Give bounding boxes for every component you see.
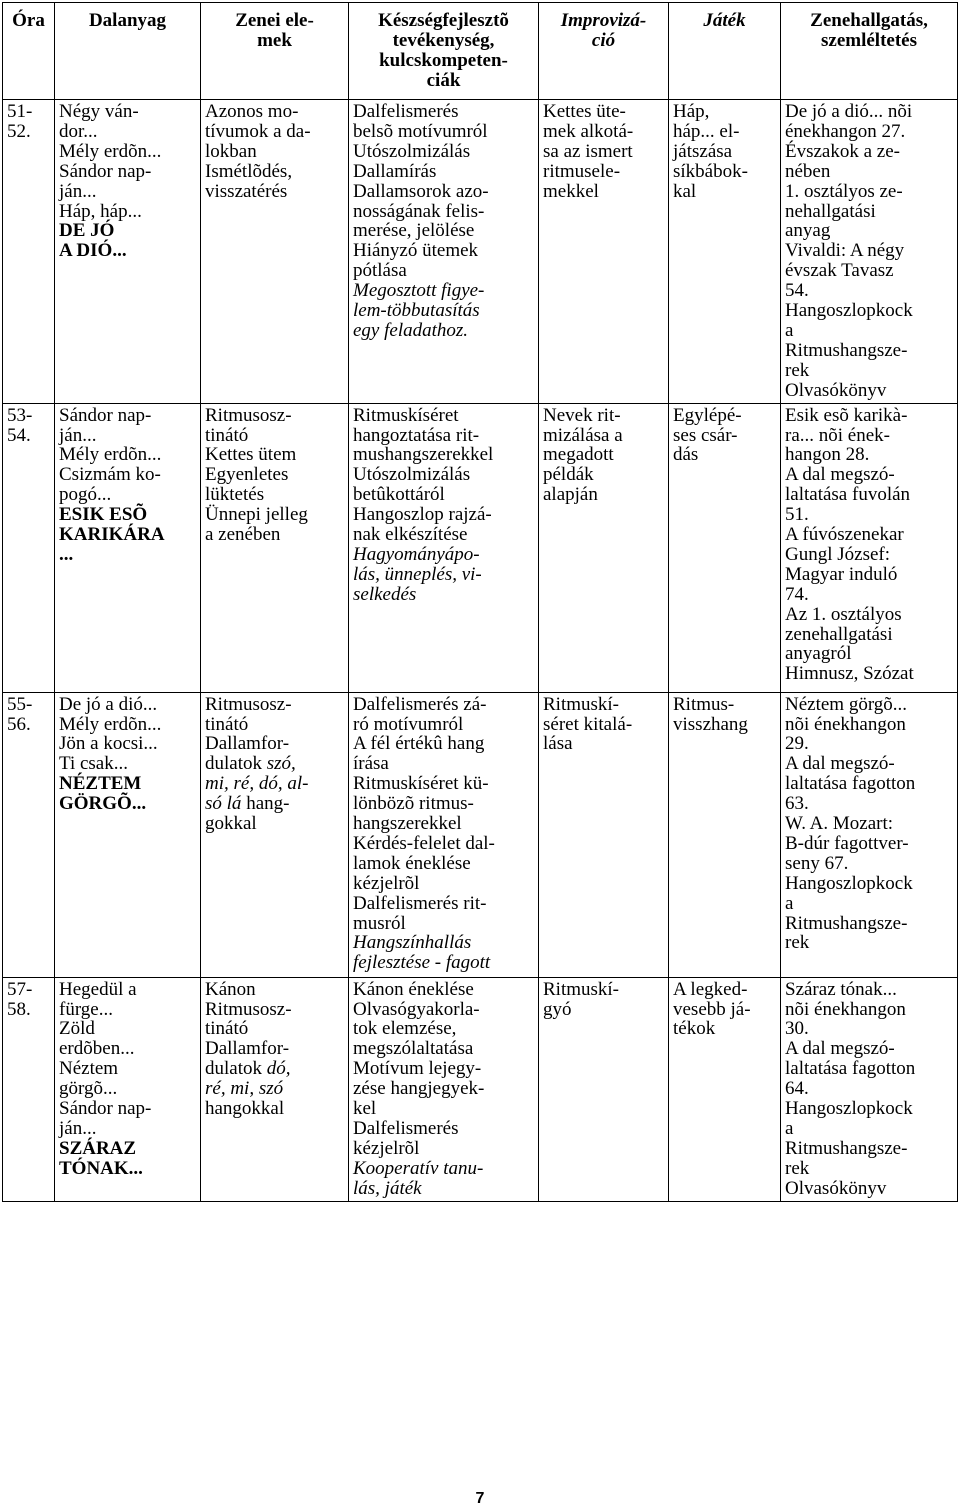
cell-line: Ritmushangsze- bbox=[785, 339, 908, 361]
cell-line: Vivaldi: A négy bbox=[785, 240, 905, 262]
cell-line: 57- bbox=[7, 978, 33, 1000]
cell-line: betûkottáról bbox=[353, 484, 445, 506]
cell-line: 74. bbox=[785, 583, 809, 605]
cell-line: Kooperatív tanu- bbox=[353, 1157, 484, 1179]
cell-line: Óra bbox=[12, 10, 45, 31]
cell-line: 1. osztályos ze- bbox=[785, 180, 903, 202]
cell-line: Egyenletes bbox=[205, 464, 289, 486]
cell-line: visszhang bbox=[673, 713, 748, 735]
cell-line: Háp, bbox=[673, 101, 710, 122]
table-row bbox=[3, 403, 958, 692]
cell-line: 55- bbox=[7, 693, 33, 715]
song-material-cell bbox=[55, 100, 201, 404]
cell-line: tinátó bbox=[205, 424, 249, 446]
cell-line: Olvasógyakorla- bbox=[353, 998, 480, 1020]
cell-line: Dallamfor- bbox=[205, 733, 290, 755]
cell-line: Kánon bbox=[205, 978, 256, 1000]
cell-line: De jó a dió... nõi bbox=[785, 101, 913, 122]
table-row bbox=[3, 692, 958, 977]
cell-line: DE JÓ bbox=[59, 220, 115, 242]
game-cell bbox=[669, 403, 781, 692]
skills-cell bbox=[349, 100, 539, 404]
cell-line: dás bbox=[673, 444, 699, 466]
cell-line: Hagyományápo- bbox=[353, 543, 480, 565]
cell-line: Hegedül a bbox=[59, 978, 137, 1000]
lesson-plan-table bbox=[2, 2, 958, 1202]
cell-line: a bbox=[785, 892, 794, 914]
cell-line: musról bbox=[353, 912, 406, 934]
cell-line: nehallgatási bbox=[785, 200, 876, 222]
cell-line: tinátó bbox=[205, 713, 249, 735]
cell-line: Kánon éneklése bbox=[353, 978, 474, 1000]
game-cell bbox=[669, 977, 781, 1201]
cell-line: mek bbox=[257, 30, 292, 51]
musical-elements-cell bbox=[201, 977, 349, 1201]
cell-line: Utószolmizálás bbox=[353, 140, 471, 162]
improvisation-cell bbox=[539, 100, 669, 404]
table-row bbox=[3, 977, 958, 1201]
cell-line: tívumok a da- bbox=[205, 120, 311, 142]
cell-line: 51. bbox=[785, 504, 809, 526]
header-zenei-elemek bbox=[201, 3, 349, 100]
cell-line: rek bbox=[785, 1157, 810, 1179]
cell-line: selkedés bbox=[353, 583, 417, 605]
cell-line bbox=[205, 1059, 344, 1079]
cell-line: Dallamsorok azo- bbox=[353, 180, 489, 202]
cell-line bbox=[205, 794, 344, 814]
cell-line: Ritmuskí- bbox=[543, 978, 620, 1000]
cell-line: megadott bbox=[543, 444, 614, 466]
cell-line: Zenei ele- bbox=[235, 10, 314, 31]
cell-line: 54. bbox=[7, 424, 31, 446]
cell-line: Himnusz, Szózat bbox=[785, 663, 914, 685]
cell-line: 51- bbox=[7, 101, 33, 122]
cell-line: tevékenység, bbox=[392, 30, 495, 51]
cell-line: Zöld bbox=[59, 1018, 95, 1040]
header-dalanyag bbox=[55, 3, 201, 100]
cell-line: Improvizá- bbox=[560, 10, 647, 31]
cell-line: ses csár- bbox=[673, 424, 738, 446]
cell-text-segment: dó, bbox=[266, 1058, 291, 1080]
cell-line: A DIÓ... bbox=[59, 240, 127, 262]
cell-line: Ti csak... bbox=[59, 753, 128, 775]
cell-line: TÓNAK... bbox=[59, 1157, 143, 1179]
cell-line: hangoztatása rit- bbox=[353, 424, 480, 446]
cell-line: Olvasókönyv bbox=[785, 1177, 887, 1199]
cell-text-segment: hang- bbox=[241, 793, 290, 815]
cell-line: a bbox=[785, 319, 794, 341]
cell-line: lamok éneklése bbox=[353, 852, 471, 874]
cell-line: 64. bbox=[785, 1078, 809, 1100]
cell-line: Évszakok a ze- bbox=[785, 140, 900, 162]
cell-line: Mély erdõn... bbox=[59, 444, 162, 466]
game-cell bbox=[669, 100, 781, 404]
cell-line: 54. bbox=[785, 280, 809, 302]
cell-line: Kérdés-felelet dal- bbox=[353, 832, 495, 854]
cell-text-segment: dulatok bbox=[205, 753, 267, 775]
cell-line: Ritmusosz- bbox=[205, 693, 292, 715]
cell-line: lás, ünneplés, vi- bbox=[353, 563, 482, 585]
cell-line: Hangszínhallás bbox=[353, 932, 472, 954]
header-jatek bbox=[669, 3, 781, 100]
cell-line: A fél értékû hang bbox=[353, 733, 485, 755]
cell-line: a bbox=[785, 1117, 794, 1139]
cell-line: lása bbox=[543, 733, 573, 755]
cell-line: Ritmushangsze- bbox=[785, 912, 908, 934]
cell-line: tékok bbox=[673, 1018, 716, 1040]
cell-line: A legked- bbox=[673, 978, 748, 1000]
cell-line: merése, jelölése bbox=[353, 220, 475, 242]
cell-line: Hiányzó ütemek bbox=[353, 240, 479, 262]
song-material-cell bbox=[55, 403, 201, 692]
cell-line: gokkal bbox=[205, 813, 257, 835]
cell-line: 58. bbox=[7, 998, 31, 1020]
cell-line: 56. bbox=[7, 713, 31, 735]
skills-cell bbox=[349, 403, 539, 692]
header-ora bbox=[3, 3, 55, 100]
cell-line: nosságának felis- bbox=[353, 200, 485, 222]
cell-line: Hangoszlop rajzá- bbox=[353, 504, 492, 526]
cell-line: gyó bbox=[543, 998, 572, 1020]
cell-line: W. A. Mozart: bbox=[785, 813, 894, 835]
skills-cell bbox=[349, 977, 539, 1201]
cell-line: a zenében bbox=[205, 524, 281, 546]
cell-line: Nevek rit- bbox=[543, 404, 621, 426]
cell-line: Kettes üte- bbox=[543, 101, 626, 122]
cell-line: rek bbox=[785, 359, 810, 381]
cell-line: ESIK ESÕ bbox=[59, 504, 148, 526]
cell-line: Néztem bbox=[59, 1058, 119, 1080]
cell-line: Ritmusosz- bbox=[205, 404, 292, 426]
cell-line: A fúvószenekar bbox=[785, 524, 904, 546]
cell-line: tok elemzése, bbox=[353, 1018, 457, 1040]
cell-line: ... bbox=[59, 543, 74, 565]
cell-line: Sándor nap- bbox=[59, 1098, 152, 1120]
cell-line: Ünnepi jelleg bbox=[205, 504, 308, 526]
cell-text-segment: só lá bbox=[205, 793, 242, 815]
listening-cell bbox=[781, 100, 958, 404]
lesson-number-cell bbox=[3, 403, 55, 692]
cell-line: ján... bbox=[59, 1117, 97, 1139]
cell-line: laltatása fuvolán bbox=[785, 484, 911, 506]
cell-line: Játék bbox=[703, 10, 746, 31]
cell-line: Dallamírás bbox=[353, 160, 437, 182]
song-material-cell bbox=[55, 977, 201, 1201]
cell-line: Ritmuskíséret kü- bbox=[353, 773, 489, 795]
cell-line: Ritmus- bbox=[673, 693, 735, 715]
cell-line: zése hangjegyek- bbox=[353, 1078, 485, 1100]
cell-line: GÖRGÕ... bbox=[59, 793, 147, 815]
cell-line: B-dúr fagottver- bbox=[785, 832, 909, 854]
cell-line: Esik esõ karikà- bbox=[785, 404, 908, 426]
cell-line: Dalfelismerés zá- bbox=[353, 693, 487, 715]
cell-line: Háp, háp... bbox=[59, 200, 142, 222]
cell-line: mi, ré, dó, al- bbox=[205, 773, 309, 795]
cell-line: belsõ motívumról bbox=[353, 120, 488, 142]
cell-line: írása bbox=[353, 753, 389, 775]
cell-line: vesebb já- bbox=[673, 998, 751, 1020]
cell-line: ritmusele- bbox=[543, 160, 621, 182]
cell-line: nõi énekhangon bbox=[785, 713, 906, 735]
skills-cell bbox=[349, 692, 539, 977]
cell-line: Négy ván- bbox=[59, 101, 139, 122]
cell-line: Az 1. osztályos bbox=[785, 603, 902, 625]
cell-line: visszatérés bbox=[205, 180, 288, 202]
cell-line: Hangoszlopkock bbox=[785, 300, 913, 322]
cell-line: Mély erdõn... bbox=[59, 713, 162, 735]
cell-line: anyag bbox=[785, 220, 831, 242]
song-material-cell bbox=[55, 692, 201, 977]
improvisation-cell bbox=[539, 692, 669, 977]
cell-line: kal bbox=[673, 180, 697, 202]
listening-cell bbox=[781, 403, 958, 692]
cell-line: görgõ... bbox=[59, 1078, 118, 1100]
cell-line: Hangoszlopkock bbox=[785, 1098, 913, 1120]
cell-line: megszólaltatása bbox=[353, 1038, 474, 1060]
cell-line: laltatása fagotton bbox=[785, 773, 916, 795]
cell-line: Dalfelismerés bbox=[353, 101, 459, 122]
cell-line: lem-többutasítás bbox=[353, 300, 480, 322]
cell-line: Magyar induló bbox=[785, 563, 898, 585]
cell-line: ció bbox=[591, 30, 616, 51]
cell-text-segment: dulatok bbox=[205, 1058, 267, 1080]
cell-line: 63. bbox=[785, 793, 809, 815]
cell-line: síkbábok- bbox=[673, 160, 748, 182]
cell-line: kézjelrõl bbox=[353, 1137, 420, 1159]
cell-line: rek bbox=[785, 932, 810, 954]
cell-line: ró motívumról bbox=[353, 713, 464, 735]
cell-line: seny 67. bbox=[785, 852, 849, 874]
cell-line: pogó... bbox=[59, 484, 112, 506]
cell-line: szemléltetés bbox=[821, 30, 917, 51]
cell-line: 29. bbox=[785, 733, 809, 755]
cell-line: Dalfelismerés bbox=[353, 1117, 459, 1139]
cell-line: Olvasókönyv bbox=[785, 379, 887, 401]
cell-line: fürge... bbox=[59, 998, 113, 1020]
cell-line: ján... bbox=[59, 424, 97, 446]
cell-line: KARIKÁRA bbox=[59, 524, 165, 546]
cell-line: mekkel bbox=[543, 180, 599, 202]
cell-line: Motívum lejegy- bbox=[353, 1058, 482, 1080]
cell-line: mek alkotá- bbox=[543, 120, 634, 142]
cell-line: Ritmuskíséret bbox=[353, 404, 459, 426]
cell-line: Dalanyag bbox=[88, 10, 167, 31]
cell-line: Mély erdõn... bbox=[59, 140, 162, 162]
cell-line: mizálása a bbox=[543, 424, 623, 446]
cell-line: Hangoszlopkock bbox=[785, 872, 913, 894]
cell-line: évszak Tavasz bbox=[785, 260, 894, 282]
cell-line: ré, mi, szó bbox=[205, 1078, 284, 1100]
cell-line: lokban bbox=[205, 140, 257, 162]
cell-line: A dal megszó- bbox=[785, 1038, 895, 1060]
cell-line: háp... el- bbox=[673, 120, 740, 142]
cell-line: SZÁRAZ bbox=[59, 1137, 137, 1159]
cell-line bbox=[205, 754, 344, 774]
cell-line: A dal megszó- bbox=[785, 464, 895, 486]
musical-elements-cell bbox=[201, 100, 349, 404]
cell-line: egy feladathoz. bbox=[353, 319, 469, 341]
cell-line: Zenehallgatás, bbox=[810, 10, 928, 31]
cell-line: Azonos mo- bbox=[205, 101, 299, 122]
cell-line: Utószolmizálás bbox=[353, 464, 471, 486]
header-improvizacio bbox=[539, 3, 669, 100]
cell-line: lönbözõ ritmus- bbox=[353, 793, 474, 815]
header-zenehallgatas bbox=[781, 3, 958, 100]
cell-line: Jön a kocsi... bbox=[59, 733, 158, 755]
cell-line: hangszerekkel bbox=[353, 813, 462, 835]
cell-line: Egylépé- bbox=[673, 404, 742, 426]
cell-line: dor... bbox=[59, 120, 98, 142]
cell-line: lás, játék bbox=[353, 1177, 422, 1199]
cell-line: Néztem görgõ... bbox=[785, 693, 908, 715]
lesson-number-cell bbox=[3, 100, 55, 404]
cell-line: nõi énekhangon bbox=[785, 998, 906, 1020]
cell-line: sa az ismert bbox=[543, 140, 633, 162]
cell-line: NÉZTEM bbox=[59, 773, 142, 795]
cell-line: ra... nõi ének- bbox=[785, 424, 890, 446]
cell-line: énekhangon 27. bbox=[785, 120, 906, 142]
cell-line: 30. bbox=[785, 1018, 809, 1040]
cell-line: játszása bbox=[673, 140, 733, 162]
cell-line: Ritmushangsze- bbox=[785, 1137, 908, 1159]
cell-line: Megosztott figye- bbox=[353, 280, 485, 302]
cell-line: Dallamfor- bbox=[205, 1038, 290, 1060]
cell-line: Csizmám ko- bbox=[59, 464, 161, 486]
cell-line: pótlása bbox=[353, 260, 407, 282]
improvisation-cell bbox=[539, 403, 669, 692]
cell-line: hangokkal bbox=[205, 1098, 285, 1120]
cell-line: lüktetés bbox=[205, 484, 265, 506]
cell-text-segment: szó, bbox=[266, 753, 296, 775]
musical-elements-cell bbox=[201, 403, 349, 692]
lesson-number-cell bbox=[3, 977, 55, 1201]
musical-elements-cell bbox=[201, 692, 349, 977]
improvisation-cell bbox=[539, 977, 669, 1201]
cell-line: anyagról bbox=[785, 643, 852, 665]
cell-line: séret kitalá- bbox=[543, 713, 633, 735]
cell-line: példák bbox=[543, 464, 594, 486]
cell-line: alapján bbox=[543, 484, 598, 506]
page-number: 7 bbox=[475, 1490, 485, 1507]
cell-line: A dal megszó- bbox=[785, 753, 895, 775]
cell-line: kel bbox=[353, 1098, 377, 1120]
cell-line: Gungl József: bbox=[785, 543, 891, 565]
game-cell bbox=[669, 692, 781, 977]
cell-line: kulcskompeten- bbox=[379, 50, 508, 71]
table-row bbox=[3, 100, 958, 404]
cell-line: ciák bbox=[426, 70, 461, 91]
cell-line: Dalfelismerés rit- bbox=[353, 892, 487, 914]
cell-line: tinátó bbox=[205, 1018, 249, 1040]
listening-cell bbox=[781, 977, 958, 1201]
cell-line: ján... bbox=[59, 180, 97, 202]
cell-line: laltatása fagotton bbox=[785, 1058, 916, 1080]
header-row bbox=[3, 3, 958, 100]
cell-line: zenehallgatási bbox=[785, 623, 893, 645]
cell-line: Sándor nap- bbox=[59, 404, 152, 426]
cell-line: Sándor nap- bbox=[59, 160, 152, 182]
cell-line: erdõben... bbox=[59, 1038, 135, 1060]
cell-line: Ismétlõdés, bbox=[205, 160, 293, 182]
cell-line: Ritmuskí- bbox=[543, 693, 620, 715]
cell-line: fejlesztése - fagott bbox=[353, 952, 491, 974]
cell-line: nében bbox=[785, 160, 831, 182]
cell-line: Kettes ütem bbox=[205, 444, 297, 466]
cell-line: De jó a dió... bbox=[59, 693, 158, 715]
cell-line: Száraz tónak... bbox=[785, 978, 897, 1000]
cell-line: Készségfejlesztõ bbox=[378, 10, 509, 31]
cell-line: nak elkészítése bbox=[353, 524, 468, 546]
cell-line: mushangszerekkel bbox=[353, 444, 494, 466]
listening-cell bbox=[781, 692, 958, 977]
cell-line: kézjelrõl bbox=[353, 872, 420, 894]
cell-line: Ritmusosz- bbox=[205, 998, 292, 1020]
cell-line: 53- bbox=[7, 404, 33, 426]
header-keszsegfejleszto bbox=[349, 3, 539, 100]
cell-line: hangon 28. bbox=[785, 444, 870, 466]
cell-line: 52. bbox=[7, 120, 31, 142]
lesson-number-cell bbox=[3, 692, 55, 977]
